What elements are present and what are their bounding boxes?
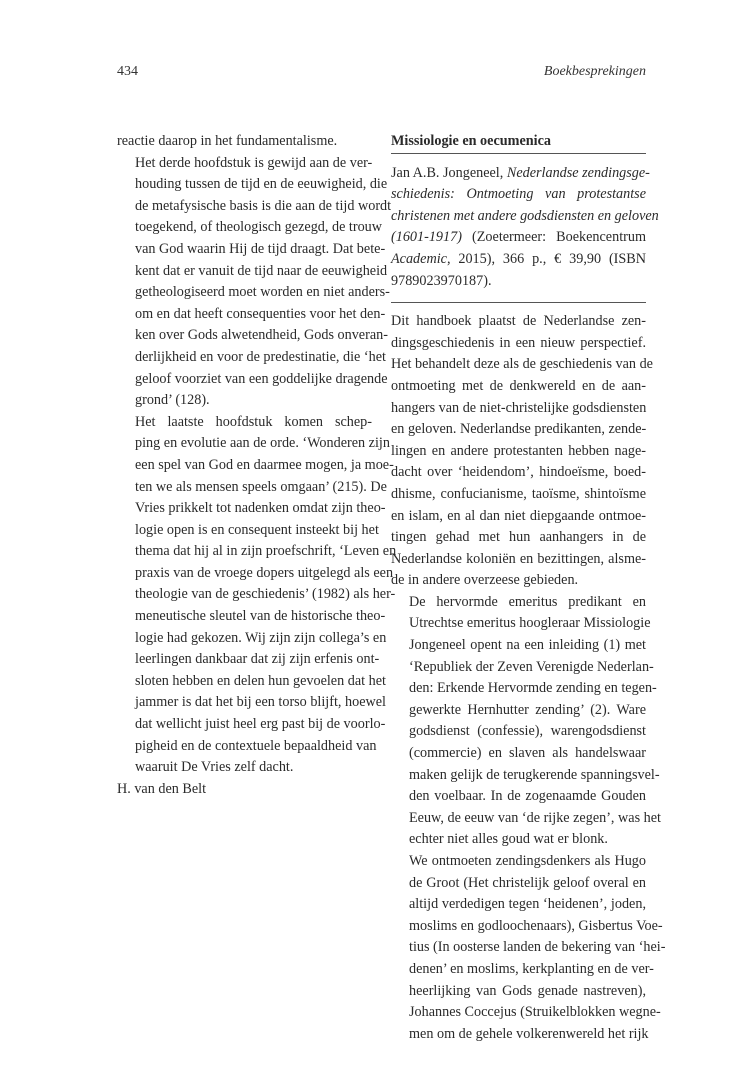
text-line: tius (In oosterse landen de bekering van ‘hei- [409,939,666,956]
text-line: dhisme, confucianisme, taoïsme, shintoïsme [391,485,646,502]
text-line: een spel van God en daarmee mogen, ja moe- [135,456,394,473]
text-line: thema dat hij al in zijn proefschrift, ‘Leven en [135,543,397,560]
bib-line-4 [391,227,646,249]
text-line: gewerkte Hernhutter zending’ (2). Ware [409,701,646,718]
text-line: We ontmoeten zendingsdenkers als Hugo [409,853,646,869]
bib-publisher-italic: Academic [391,250,447,267]
text-line: echter niet alles goud wat er blonk. [409,831,608,848]
text-line: hangers van de niet-christelijke godsdiensten [391,399,647,416]
bib-author: Jan A.B. Jongeneel, [391,164,507,181]
text-line: en geloven. Nederlandse predikanten, zende- [391,421,647,438]
text-line: maken gelijk de terugkerende spanningsvel- [409,766,660,783]
text-line: meneutische sleutel van de historische theo- [135,608,386,625]
text-line: Eeuw, de eeuw van ‘de rijke zegen’, was het [409,809,661,826]
text-line: logie open is en consequent insteekt bij het [135,521,379,538]
text-line: getheologiseerd moet worden en niet anders- [135,284,390,301]
bib-line-2 [391,184,646,206]
text-line: ten we als mensen speels omgaan’ (215). De [135,478,387,495]
text-line: Het derde hoofdstuk is gewijd aan de ver- [135,154,373,171]
text-line: logie had gekozen. Wij zijn zijn collega’s en [135,629,387,646]
left-paragraph-2 [117,153,392,412]
text-line: ken over Gods alwetendheid, Gods onveran- [135,327,388,344]
section-title: Missiologie en oecumenica [391,133,551,149]
text-line: lingen en andere protestanten hebben nage- [391,442,646,459]
text-line: tingen gehad met hun aanhangers in de [391,529,646,546]
right-paragraph-3 [391,851,666,1045]
bib-title-1: Nederlandse zendingsge- [506,164,650,181]
review-signature: H. van den Belt [117,780,207,797]
text-line: houding tussen de tijd en de eeuwigheid, die [135,176,388,193]
text-line: ‘Republiek der Zeven Verenigde Nederlan- [409,658,654,675]
text-line: moslims en godloochenaars), Gisbertus Voe- [409,917,663,934]
bib-title-2: schiedenis: Ontmoeting van protestantse [391,186,646,203]
text-line: om en dat heeft consequenties voor het den- [135,305,386,322]
bib-publisher: (Zoetermeer: Boekencentrum [461,229,646,246]
text-line: altijd verdedigen tegen ‘heidenen’, joden, [409,896,646,913]
text-line: en islam, en al dan niet diepgaande ontmoe- [391,507,646,524]
text-line: reactie daarop in het fundamentalisme. [117,133,338,149]
text-line: dingsgeschiedenis in een nieuw perspectief. [391,334,646,351]
text-line: den: Erkende Hervormde zending en tegen- [409,680,657,697]
text-line: praxis van de vroege dopers uitgelegd als een [135,564,394,581]
text-line: denen’ en moslims, kerkplanting en de ver- [409,960,654,977]
text-line: jammer is dat het bij een torso blijft, hoewel [135,694,386,711]
right-column [391,131,666,1045]
bib-year-price: , 2015), 366 p., € 39,90 (ISBN [446,250,646,267]
text-line: de Groot (Het christelijk geloof overal en [409,874,646,891]
bib-line-3 [391,206,659,228]
text-line: geloof voorziet van een goddelijke dragende [135,370,388,387]
text-line: leerlingen dankbaar dat zij zijn erfenis ont- [135,651,380,668]
text-line: kent dat er vanuit de tijd naar de eeuwigheid [135,262,388,279]
text-line: grond’ (128). [135,392,210,409]
text-line: toegekend, of theologisch gezegd, de trouw [135,219,383,236]
text-line: sloten hebben en delen hun gevoelen dat het [135,672,386,689]
text-line: Het laatste hoofdstuk komen schep- [135,413,372,430]
text-line: heerlijking van Gods genade nastreven), [409,982,646,999]
text-line: waaruit De Vries zelf dacht. [135,759,294,776]
review-body [391,303,666,1045]
text-line: De hervormde emeritus predikant en [409,593,646,610]
left-paragraph-1 [117,131,372,153]
text-line: Dit handboek plaatst de Nederlandse zen- [391,313,646,330]
left-paragraph-3 [117,412,397,779]
text-line: de in andere overzeese gebieden. [391,572,579,589]
text-line: derlijkheid en voor de predestinatie, die ‘het [135,348,386,365]
text-line: Nederlandse koloniën en bezittingen, alsme- [391,550,646,567]
text-line: Jongeneel opent na een inleiding (1) met [409,637,646,654]
text-line: ping en evolutie aan de orde. ‘Wonderen zijn [135,435,390,452]
bibliographic-entry [391,154,659,303]
bib-line-5 [391,249,646,271]
text-line: men om de gehele volkerenwereld het rijk [409,1025,649,1042]
text-line: Utrechtse emeritus hoogleraar Missiologie [409,615,651,632]
text-line: den voelbaar. In de zogenaamde Gouden [409,788,646,805]
right-paragraph-1 [391,311,653,592]
text-line: theologie van de geschiedenis’ (1982) als her- [135,586,396,603]
right-paragraph-2 [391,592,661,851]
text-line: Vries prikkelt tot nadenken omdat zijn theo- [135,500,386,517]
bib-isbn: 9789023970187). [391,272,492,289]
bib-line-1 [391,163,650,185]
bib-title-4: (1601-1917) [391,229,462,246]
bib-title-3: christenen met andere godsdiensten en geloven [391,207,659,224]
left-column [117,131,397,800]
text-line: Johannes Coccejus (Struikelblokken wegne- [409,1004,661,1021]
text-line: dat wellicht juist heel erg past bij de voorlo- [135,716,386,733]
text-line: van God waarin Hij de tijd draagt. Dat bete- [135,240,386,257]
text-line: godsdienst (confessie), warengodsdienst [409,723,646,740]
text-line: (commercie) en slaven als handelswaar [409,745,646,762]
text-line: de metafysische basis is die aan de tijd wordt [135,197,392,214]
text-line: Het behandelt deze als de geschiedenis van de [391,356,653,373]
text-line: dacht over ‘heidendom’, hindoeïsme, boed- [391,464,646,481]
running-head: Boekbesprekingen [543,64,646,79]
text-line: pigheid en de contextuele bepaaldheid van [135,737,377,754]
page-number: 434 [117,64,138,79]
text-line: ontmoeting met de denkwereld en de aan- [391,377,646,394]
